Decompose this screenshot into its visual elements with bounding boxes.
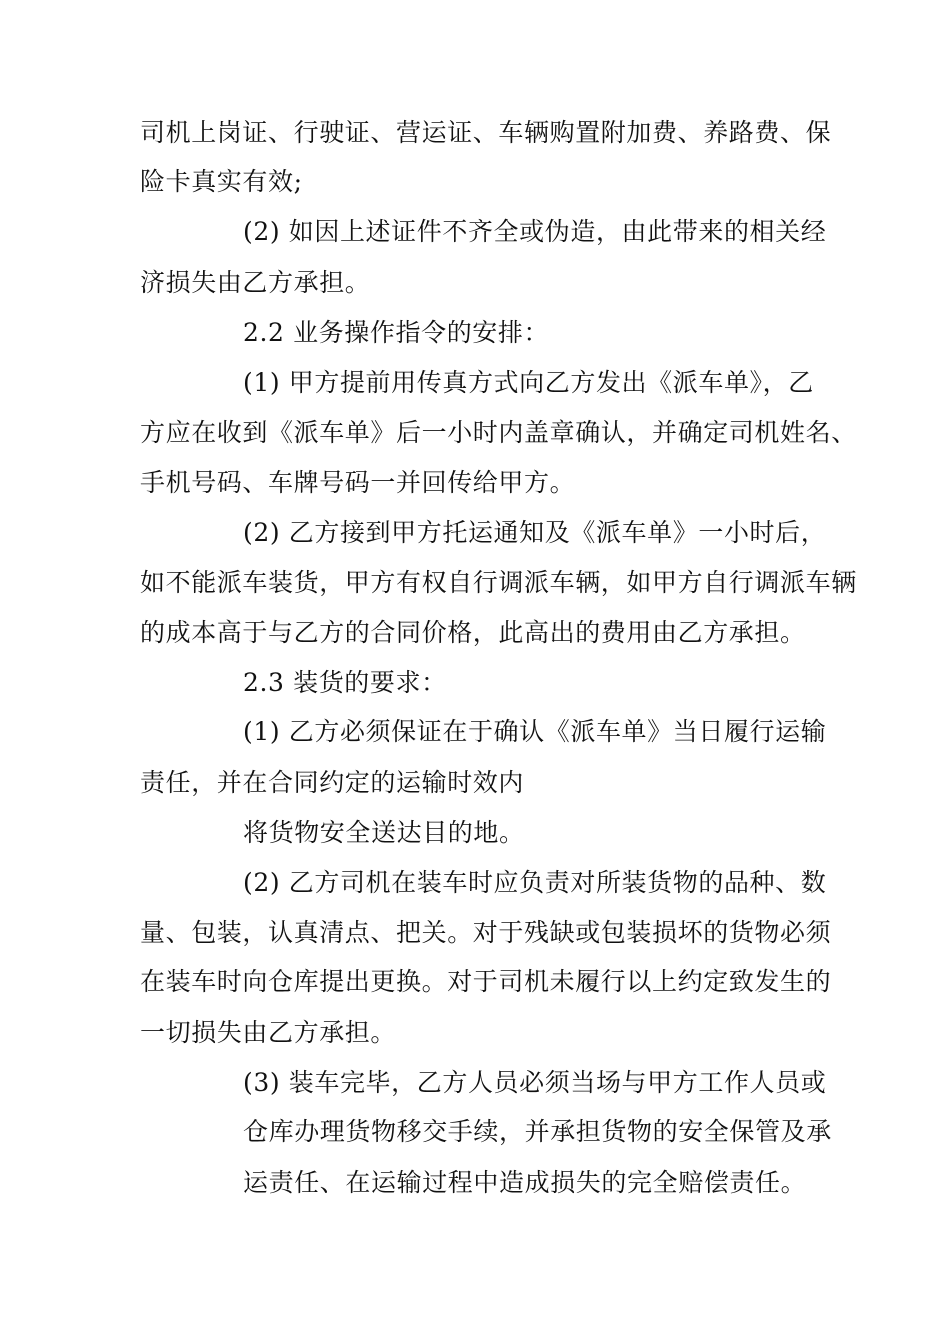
text-line: 的成本高于与乙方的合同价格，此高出的费用由乙方承担。 <box>140 618 806 647</box>
text-line: (1) 乙方必须保证在于确认《派车单》当日履行运输 <box>243 717 827 746</box>
text-line: 方应在收到《派车单》后一小时内盖章确认，并确定司机姓名、 <box>140 418 857 447</box>
text-line: 量、包装，认真清点、把关。对于残缺或包装损坏的货物必须 <box>140 918 832 947</box>
text-line: (2) 乙方司机在装车时应负责对所装货物的品种、数 <box>243 868 827 897</box>
text-line: (1) 甲方提前用传真方式向乙方发出《派车单》，乙 <box>243 368 814 397</box>
text-line: (3) 装车完毕，乙方人员必须当场与甲方工作人员或 <box>243 1068 827 1097</box>
text-line: 济损失由乙方承担。 <box>140 268 371 297</box>
text-line: 运责任、在运输过程中造成损失的完全赔偿责任。 <box>243 1168 807 1197</box>
text-line: 责任，并在合同约定的运输时效内 <box>140 768 525 797</box>
text-line: 司机上岗证、行驶证、营运证、车辆购置附加费、养路费、保 <box>140 118 832 147</box>
text-line: 手机号码、车牌号码一并回传给甲方。 <box>140 468 576 497</box>
text-line: 在装车时向仓库提出更换。对于司机未履行以上约定致发生的 <box>140 967 832 996</box>
section-heading: 2.3 装货的要求： <box>243 668 447 697</box>
text-line: 将货物安全送达目的地。 <box>243 818 525 847</box>
section-heading: 2.2 业务操作指令的安排： <box>243 318 550 347</box>
text-line: 险卡真实有效; <box>140 167 303 196</box>
text-line: (2) 如因上述证件不齐全或伪造，由此带来的相关经 <box>243 217 827 246</box>
text-line: 一切损失由乙方承担。 <box>140 1018 397 1047</box>
text-line: 仓库办理货物移交手续，并承担货物的安全保管及承 <box>243 1117 832 1146</box>
text-line: (2) 乙方接到甲方托运通知及《派车单》一小时后， <box>243 518 827 547</box>
text-line: 如不能派车装货，甲方有权自行调派车辆，如甲方自行调派车辆 <box>140 568 857 597</box>
